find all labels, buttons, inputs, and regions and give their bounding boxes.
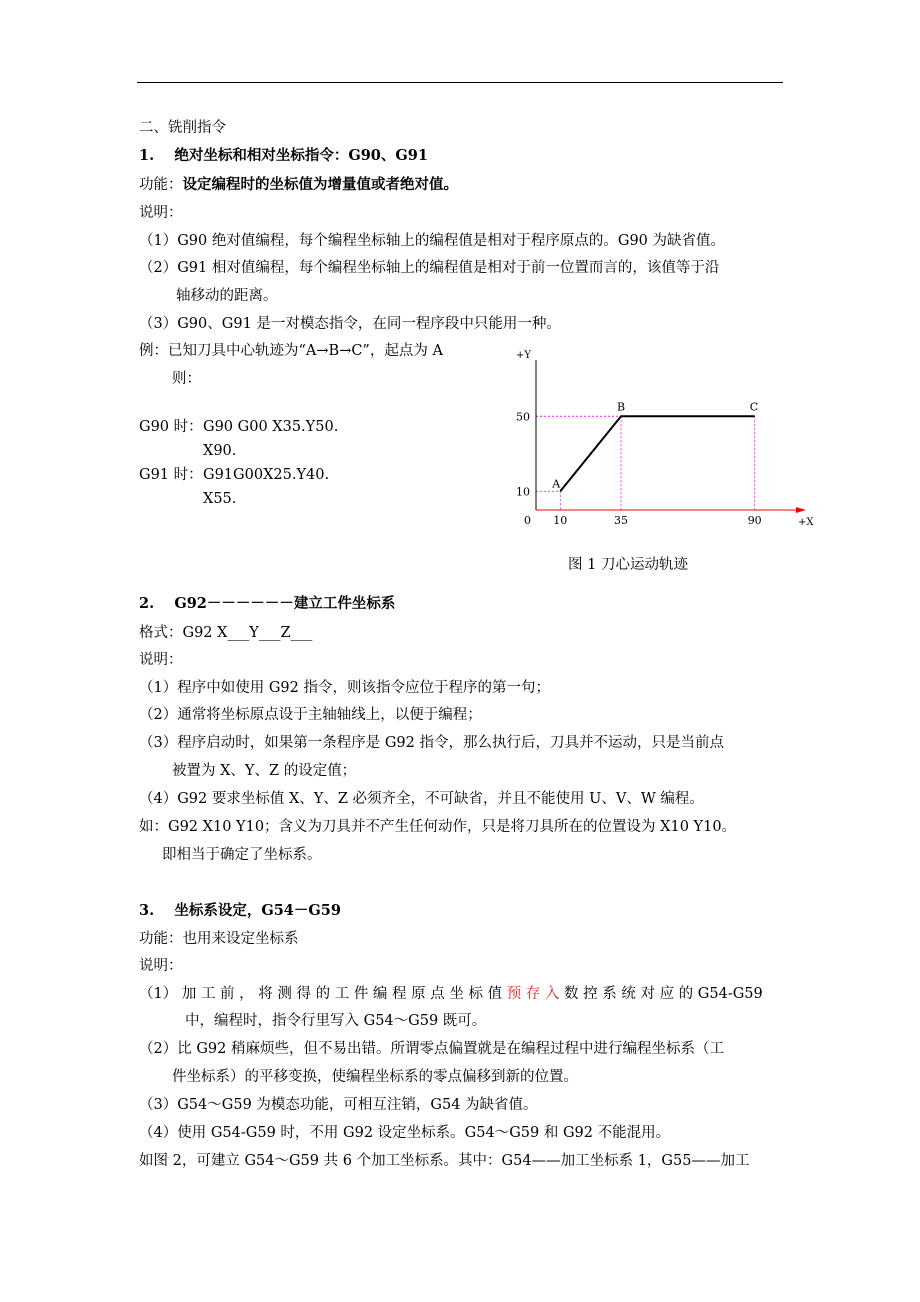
point-label-b: B	[617, 400, 626, 414]
s1-func-text: 设定编程时的坐标值为增量值或者绝对值。	[182, 176, 458, 193]
x-axis-arrow	[796, 507, 806, 513]
chart-axes	[536, 360, 806, 513]
s2-item-4: （4）G92 要求坐标值 X、Y、Z 必须齐全，不可缺省，并且不能使用 U、V、W 编程。	[139, 791, 704, 807]
tool-path-chart	[500, 340, 820, 540]
s1-item-3: （3）G90、G91 是一对模态指令，在同一程序段中只能用一种。	[139, 316, 561, 332]
s1-item-2-cont: 轴移动的距离。	[176, 288, 278, 304]
s1-item-1: （1）G90 绝对值编程，每个编程坐标轴上的编程值是相对于程序原点的。G90 为缺省值。	[139, 233, 726, 249]
s3-item-1	[139, 984, 763, 1004]
s1-func-label: 功能：	[139, 177, 183, 193]
s3-item-3: （3）G54～G59 为模态功能，可相互注销，G54 为缺省值。	[139, 1097, 538, 1113]
chart-labels	[516, 350, 814, 528]
s1-function	[139, 175, 458, 195]
g90-code-line-2: X90.	[203, 443, 237, 459]
y-axis-label: +Y	[516, 350, 531, 361]
origin-label: 0	[524, 514, 531, 527]
s2-format: 格式：G92 X___Y___Z___	[139, 625, 313, 641]
s3-item-1-post: 数 控 系 统 对 应 的 G54-G59	[559, 986, 763, 1002]
s2-item-1: （1）程序中如使用 G92 指令，则该指令应位于程序的第一句；	[139, 680, 550, 696]
s1-note-label: 说明：	[139, 205, 183, 221]
s3-last-line: 如图 2，可建立 G54～G59 共 6 个加工坐标系。其中：G54——加工坐标系 1，G55——加工	[139, 1153, 750, 1169]
s1-example-cont: 则：	[172, 371, 201, 387]
g90-code-line-1: G90 G00 X35.Y50.	[203, 419, 339, 435]
s3-item-1-pre: （1） 加 工 前 ， 将 测 得 的 工 件 编 程 原 点 坐 标 值	[139, 986, 507, 1002]
g91-code-line-1: G91G00X25.Y40.	[203, 467, 330, 483]
point-label-c: C	[749, 400, 759, 414]
s3-heading: 3. 坐标系设定，G54－G59	[139, 902, 341, 919]
tool-path-line	[560, 416, 754, 491]
s3-item-2: （2）比 G92 稍麻烦些，但不易出错。所谓零点偏置就是在编程过程中进行编程坐标系（工	[139, 1041, 724, 1057]
s3-item-2-cont: 件坐标系）的平移变换，使编程坐标系的零点偏移到新的位置。	[172, 1069, 578, 1085]
s2-heading: 2. G92－－－－－－建立工件坐标系	[139, 595, 396, 612]
s3-item-1-highlight: 预 存 入	[506, 986, 560, 1002]
s2-item-3: （3）程序启动时，如果第一条程序是 G92 指令，那么执行后，刀具并不运动，只是当前点	[139, 735, 724, 751]
s3-note-label: 说明：	[139, 958, 183, 974]
s3-item-4: （4）使用 G54-G59 时，不用 G92 设定坐标系。G54～G59 和 G92 不能混用。	[139, 1125, 671, 1141]
s2-item-3-cont: 被置为 X、Y、Z 的设定值；	[172, 763, 357, 779]
g90-label: G90 时：	[139, 419, 203, 435]
x-axis-label: +X	[798, 517, 814, 528]
s1-heading: 1. 绝对坐标和相对坐标指令：G90、G91	[139, 147, 428, 164]
x-tick-label: 90	[747, 514, 762, 527]
s2-example-cont: 即相当于确定了坐标系。	[162, 847, 322, 863]
s2-item-2: （2）通常将坐标原点设于主轴轴线上，以便于编程；	[139, 707, 482, 723]
x-tick-label: 35	[614, 514, 629, 527]
g91-label: G91 时：	[139, 467, 203, 483]
g91-code-line-2: X55.	[203, 491, 237, 507]
point-label-a: A	[552, 477, 561, 491]
s3-function: 功能：也用来设定坐标系	[139, 931, 299, 947]
s2-example: 如：G92 X10 Y10；含义为刀具并不产生任何动作，只是将刀具所在的位置设为 X10 Y10。	[139, 819, 737, 835]
figure-caption: 图 1 刀心运动轨迹	[568, 557, 688, 573]
y-tick-label: 10	[516, 485, 530, 499]
y-tick-label: 50	[516, 410, 530, 424]
section-title: 二、铣削指令	[139, 120, 226, 136]
s1-item-2: （2）G91 相对值编程，每个编程坐标轴上的编程值是相对于前一位置而言的，该值等于沿	[139, 260, 720, 276]
s2-note-label: 说明：	[139, 652, 183, 668]
x-tick-label: 10	[553, 514, 568, 527]
header-rule	[137, 82, 783, 83]
s3-item-1-cont: 中，编程时，指令行里写入 G54～G59 既可。	[185, 1013, 487, 1029]
chart-guides	[536, 416, 755, 510]
s1-example: 例：已知刀具中心轨迹为“A→B→C”，起点为 A	[139, 343, 443, 359]
